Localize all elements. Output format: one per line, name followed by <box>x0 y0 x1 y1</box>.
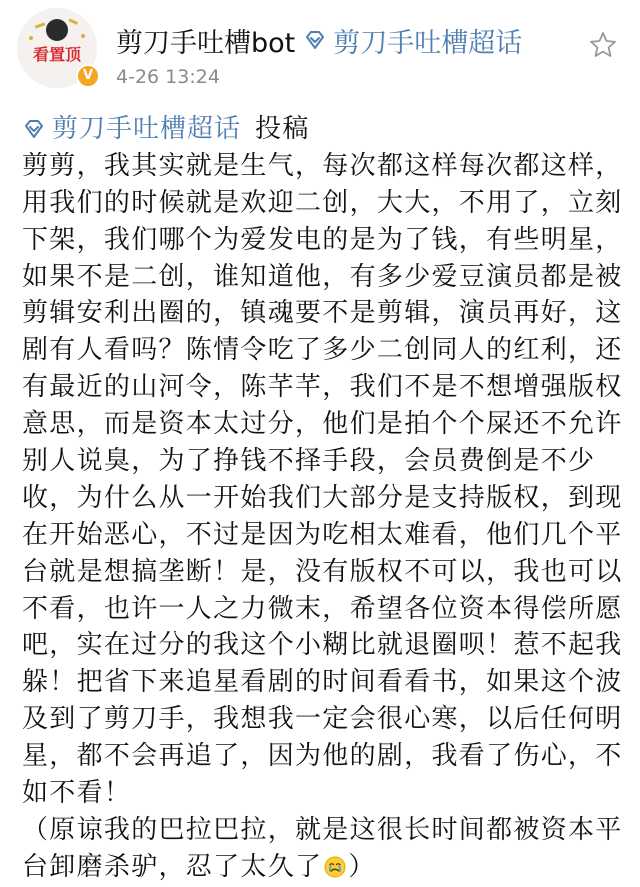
post-text-line: 在开始恶心，不过是因为吃相太难看，他们几个平 <box>22 519 623 550</box>
post-text-line: 别人说臭，为了挣钱不择手段，会员费倒是不少 <box>22 446 596 477</box>
post-timestamp: 4-26 13:24 <box>116 66 220 88</box>
post-text-line: 台就是想搞垄断！是，没有版权不可以，我也可以 <box>22 556 623 587</box>
crying-face-emoji-icon <box>324 856 346 878</box>
avatar-label: 看置顶 <box>32 45 81 64</box>
post-text-line: （原谅我的巴拉巴拉，就是这很长时间都被资本平 <box>22 814 623 845</box>
supertopic-tag-link[interactable] <box>22 111 241 148</box>
post-text-fragment: 台卸磨杀驴，忍了太久了 <box>22 851 323 882</box>
post-text-line: 有最近的山河令，陈芊芊，我们不是不想增强版权 <box>22 372 623 403</box>
supertopic-tag-name: 剪刀手吐槽超话 <box>52 114 242 144</box>
supertopic-diamond-icon <box>22 117 46 141</box>
post-text-line: 剧有人看吗？陈情令吃了多少二创同人的红利，还 <box>22 335 623 366</box>
post-text-line: 吧，实在过分的我这个小糊比就退圈呗！惹不起我 <box>22 630 623 661</box>
post-header <box>0 0 640 100</box>
post-text-line: 躲！把省下来追星看剧的时间看看书，如果这个波 <box>22 667 623 698</box>
post-line-topic <box>22 111 622 148</box>
contribution-tag: 投稿 <box>255 114 310 144</box>
post-text-line: 星，都不会再追了，因为他的剧，我看了伤心，不 <box>22 741 623 772</box>
star-outline-icon[interactable] <box>588 30 618 60</box>
post-text-line: 意思，而是资本太过分，他们是拍个个屎还不允许 <box>22 409 623 440</box>
post-text-line: 及到了剪刀手，我想我一定会很心寒，以后任何明 <box>22 704 623 735</box>
post-body <box>22 111 622 886</box>
post-text-line: 剪剪，我其实就是生气，每次都这样每次都这样， <box>22 150 623 181</box>
name-row <box>116 20 522 60</box>
supertopic-diamond-icon <box>303 28 327 52</box>
post-text-line: 用我们的时候就是欢迎二创，大大，不用了，立刻 <box>22 187 623 218</box>
post-text-line: 如果不是二创，谁知道他，有多少爱豆演员都是被 <box>22 261 623 292</box>
post-text-line: 剪辑安利出圈的，镇魂要不是剪辑，演员再好，这 <box>22 298 623 329</box>
verified-v-icon: V <box>76 64 100 88</box>
post-text-line: 收，为什么从一开始我们大部分是支持版权，到现 <box>22 482 623 513</box>
post-text-line: 如不看！ <box>22 778 132 809</box>
post-text-line: 下架，我们哪个为爱发电的是为了钱，有些明星， <box>22 224 623 255</box>
post-text-line-last <box>22 849 622 886</box>
username-link[interactable]: 剪刀手吐槽bot <box>116 27 296 59</box>
supertopic-name: 剪刀手吐槽超话 <box>333 27 523 59</box>
post-text-line: 不看，也许一人之力微末，希望各位资本得偿所愿 <box>22 593 623 624</box>
post-text-closing: ） <box>348 851 376 882</box>
supertopic-link[interactable] <box>303 21 522 60</box>
